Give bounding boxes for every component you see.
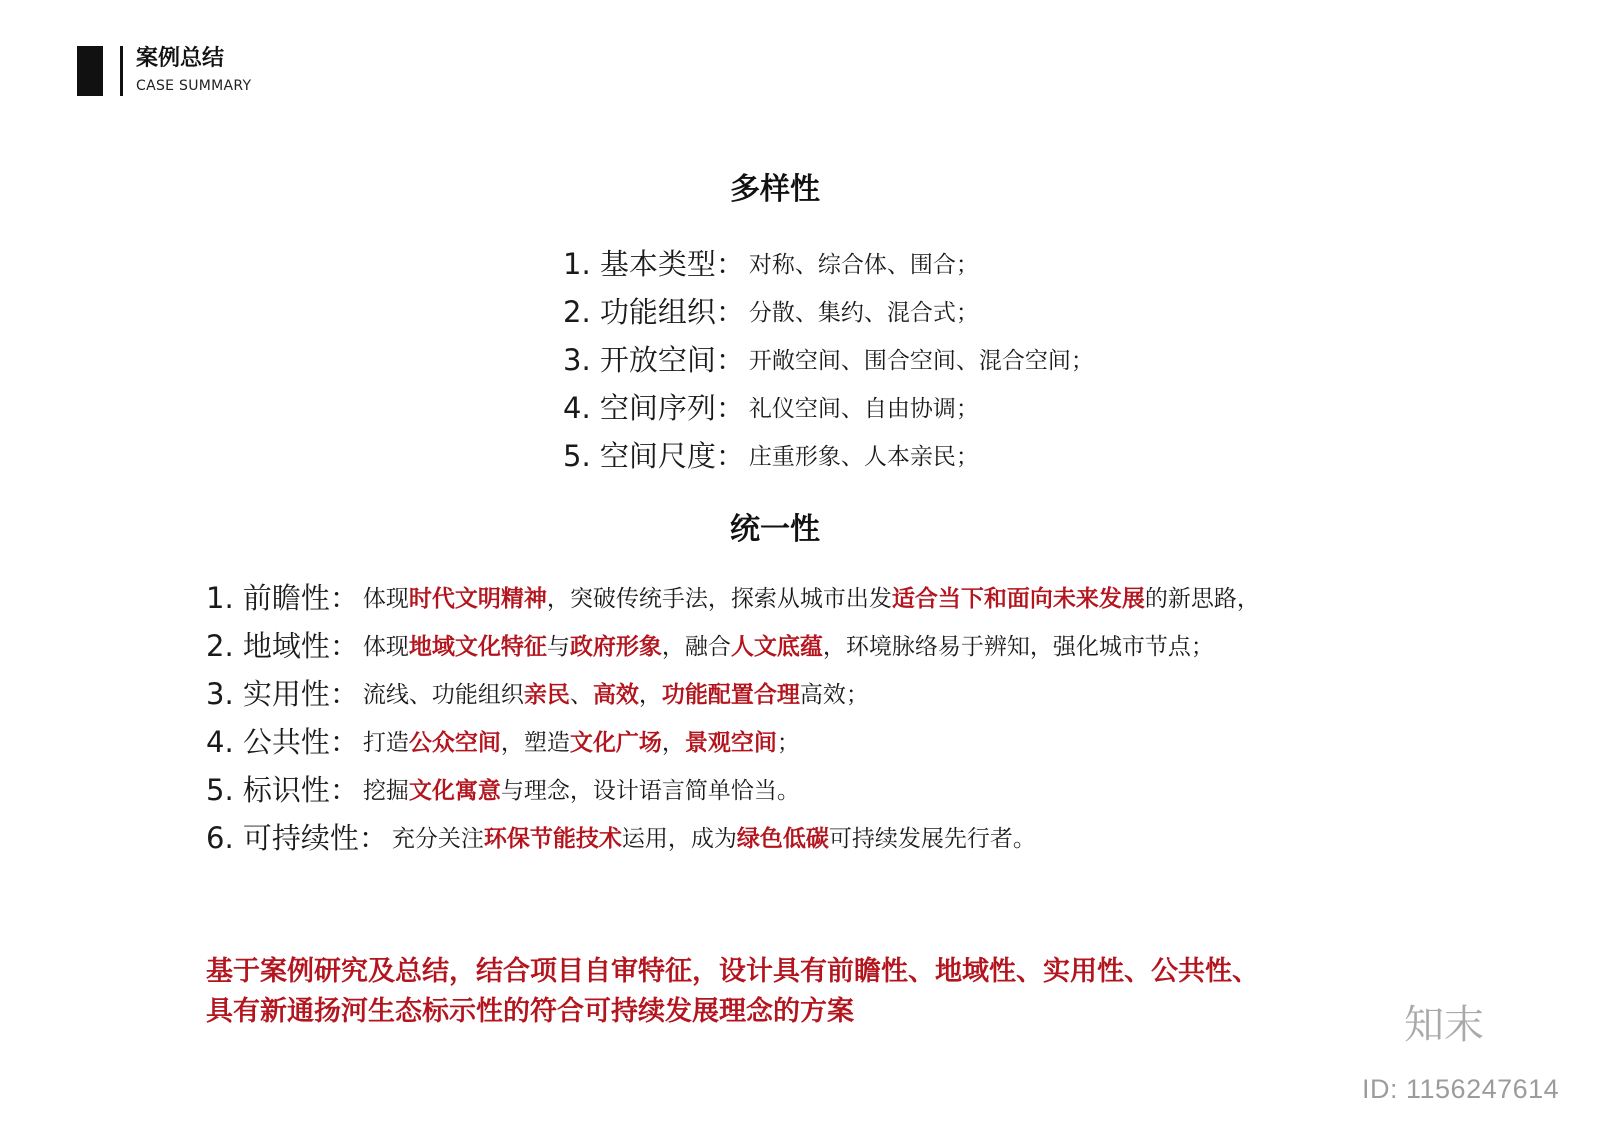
conclusion-statement — [206, 952, 1496, 1032]
text-segment: 打造 — [362, 729, 409, 756]
item-label: 2. 功能组织： — [563, 294, 745, 329]
conclusion-line: 基于案例研究及总结，结合项目自审特征，设计具有前瞻性、地域性、实用性、公共性、 — [206, 956, 1259, 987]
item-value: 分散、集约、混合式； — [748, 299, 979, 326]
text-segment: 高效； — [799, 681, 869, 708]
highlighted-text: 文化广场 — [569, 729, 662, 756]
watermark-logo — [1404, 1000, 1504, 1046]
text-segment: 体现 — [362, 633, 409, 660]
item-description — [363, 724, 800, 757]
item-value: 开敞空间、围合空间、混合空间； — [748, 347, 1094, 374]
list-item — [563, 334, 1094, 382]
list-item — [206, 668, 1260, 716]
text-segment: 与 — [546, 633, 570, 660]
list-item — [563, 430, 1094, 478]
highlighted-text: 环保节能技术 — [483, 825, 622, 852]
text-segment: ，塑造 — [500, 729, 570, 756]
page-title: 案例总结 — [136, 46, 225, 71]
diversity-title: 多样性 — [730, 172, 820, 207]
watermark-id: ID: 1156247614 — [1362, 1074, 1560, 1104]
item-label: 3. 开放空间： — [563, 342, 745, 377]
list-item — [206, 716, 1260, 764]
item-label: 2. 地域性： — [206, 628, 359, 663]
list-item — [206, 812, 1260, 860]
list-item — [206, 764, 1260, 812]
highlighted-text: 景观空间 — [684, 729, 777, 756]
list-item — [206, 572, 1260, 620]
highlighted-text: 绿色低碳 — [736, 825, 829, 852]
item-label: 5. 空间尺度： — [563, 438, 745, 473]
header-black-block — [77, 46, 103, 96]
highlighted-text: 人文底蕴 — [730, 633, 823, 660]
item-label: 6. 可持续性： — [206, 820, 388, 855]
item-description — [363, 580, 1260, 613]
text-segment: ， — [661, 729, 685, 756]
diversity-list — [563, 238, 1094, 478]
unity-list — [206, 572, 1260, 860]
item-description — [363, 628, 1214, 661]
item-label: 1. 基本类型： — [563, 246, 745, 281]
list-item — [206, 620, 1260, 668]
highlighted-text: 亲民 — [523, 681, 570, 708]
highlighted-text: 时代文明精神 — [408, 585, 547, 612]
item-description — [363, 676, 869, 709]
highlighted-text: 高效 — [592, 681, 639, 708]
list-item — [563, 382, 1094, 430]
text-segment: 体现 — [362, 585, 409, 612]
highlighted-text: 政府形象 — [569, 633, 662, 660]
unity-title: 统一性 — [730, 512, 820, 547]
highlighted-text: 公众空间 — [408, 729, 501, 756]
text-segment: 流线、功能组织 — [362, 681, 524, 708]
header-divider — [120, 46, 123, 96]
conclusion-line: 具有新通扬河生态标示性的符合可持续发展理念的方案 — [206, 996, 854, 1027]
text-segment: 充分关注 — [391, 825, 484, 852]
item-label: 4. 公共性： — [206, 724, 359, 759]
text-segment: 与理念，设计语言简单恰当。 — [500, 777, 800, 804]
text-segment: ，环境脉络易于辨知，强化城市节点； — [822, 633, 1214, 660]
highlighted-text: 适合当下和面向未来发展 — [891, 585, 1145, 612]
item-description — [363, 772, 800, 805]
item-label: 4. 空间序列： — [563, 390, 745, 425]
text-segment: ，突破传统手法，探索从城市出发 — [546, 585, 892, 612]
item-label: 3. 实用性： — [206, 676, 359, 711]
text-segment: ； — [776, 729, 800, 756]
text-segment: 可持续发展先行者。 — [828, 825, 1036, 852]
item-value: 礼仪空间、自由协调； — [748, 395, 979, 422]
text-segment: 挖掘 — [362, 777, 409, 804]
text-segment: ，融合 — [661, 633, 731, 660]
text-segment: 运用，成为 — [621, 825, 737, 852]
page-subtitle: CASE SUMMARY — [136, 78, 252, 94]
item-description — [392, 820, 1036, 853]
item-label: 1. 前瞻性： — [206, 580, 359, 615]
list-item — [563, 238, 1094, 286]
text-segment: 、 — [569, 681, 593, 708]
highlighted-text: 功能配置合理 — [661, 681, 800, 708]
text-segment: ， — [638, 681, 662, 708]
highlighted-text: 文化寓意 — [408, 777, 501, 804]
list-item — [563, 286, 1094, 334]
watermark-logo-text: 知末 — [1404, 1002, 1484, 1046]
item-value: 对称、综合体、围合； — [748, 251, 979, 278]
highlighted-text: 地域文化特征 — [408, 633, 547, 660]
text-segment: 的新思路， — [1144, 585, 1260, 612]
item-value: 庄重形象、人本亲民； — [748, 443, 979, 470]
item-label: 5. 标识性： — [206, 772, 359, 807]
